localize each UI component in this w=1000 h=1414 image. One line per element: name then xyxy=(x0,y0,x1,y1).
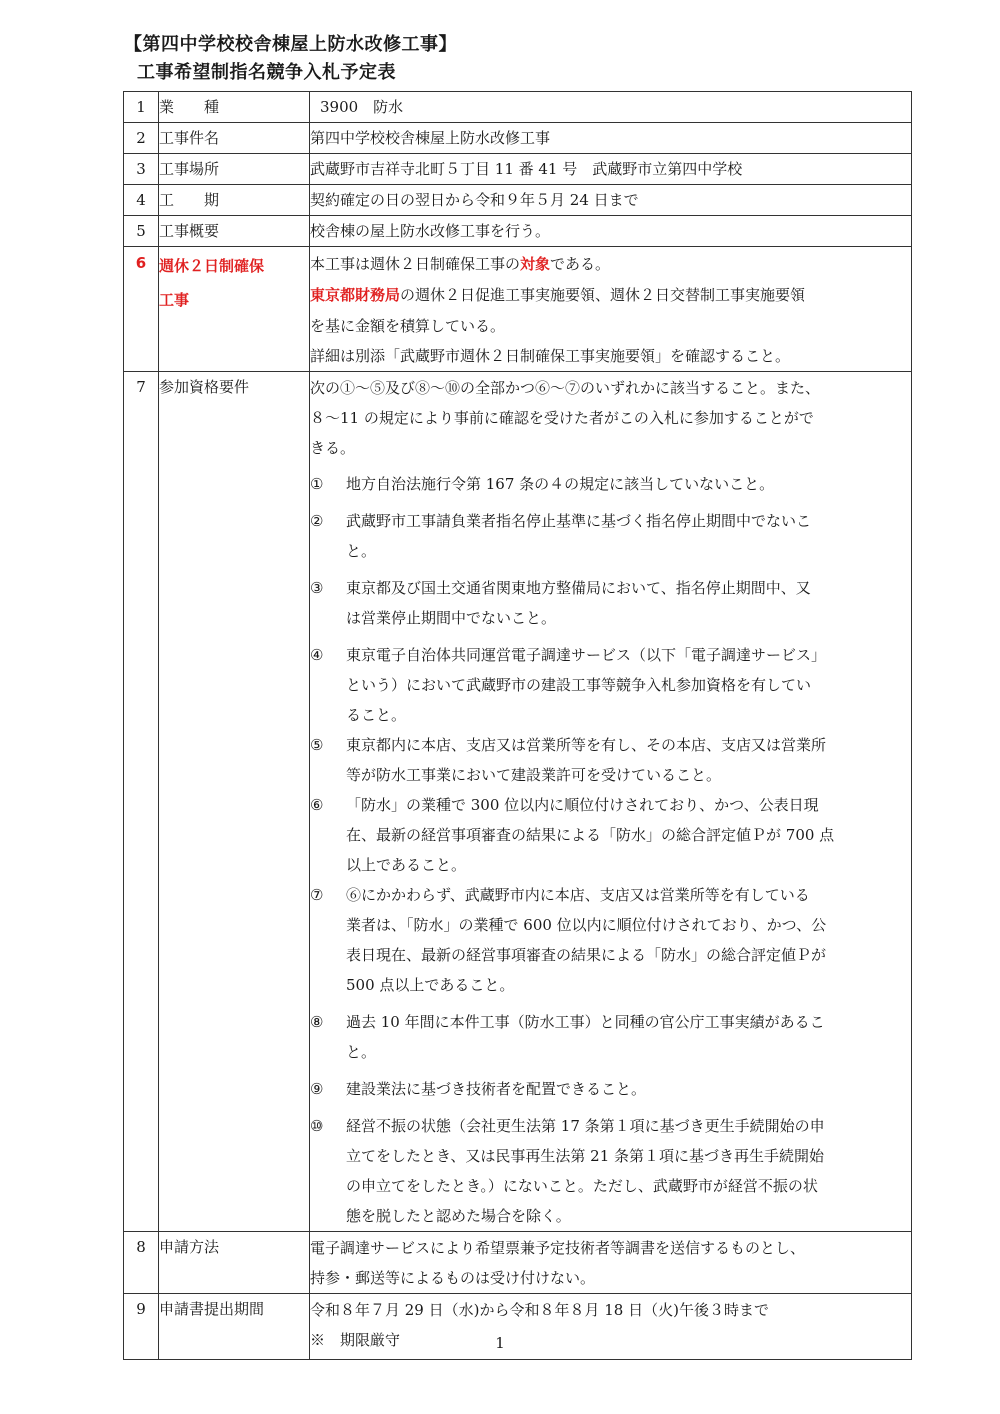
text: の週休２日促進工事実施要領、週休２日交替制工事実施要領 xyxy=(400,286,806,304)
text: を基に金額を積算している。 xyxy=(310,317,506,335)
document-subtitle: 工事希望制指名競争入札予定表 xyxy=(137,62,396,83)
item-text-line: 業者は、「防水」の業種で 600 位以内に順位付けされており、かつ、公 xyxy=(346,916,827,934)
row-value: 令和８年７月 29 日（水)から令和８年８月 18 日（火)午後３時まで ※ 期限厳守 xyxy=(310,1294,912,1360)
item-text-line: 表日現在、最新の経営事項審査の結果による「防水」の総合評定値Ｐが xyxy=(346,946,827,964)
list-item xyxy=(310,640,911,730)
page-number: 1 xyxy=(495,1334,505,1352)
item-text-line: ること。 xyxy=(346,706,407,724)
item-text xyxy=(346,469,911,499)
item-text-line: 東京都及び国土交通省関東地方整備局において、指名停止期間中、又 xyxy=(346,579,811,597)
qualification-list xyxy=(310,463,911,1231)
table-row xyxy=(124,123,912,154)
item-text-line: 以上であること。 xyxy=(346,856,467,874)
item-marker: ⑤ xyxy=(310,736,324,754)
table-row xyxy=(124,1232,912,1294)
table-row xyxy=(124,247,912,372)
item-text xyxy=(346,730,911,790)
row-value: 武蔵野市吉祥寺北町５丁目 11 番 41 号 武蔵野市立第四中学校 xyxy=(310,154,912,185)
list-item xyxy=(310,880,911,1000)
item-marker: ① xyxy=(310,475,324,493)
item-marker: ③ xyxy=(310,579,324,597)
text: 本工事は週休２日制確保工事の xyxy=(310,255,521,273)
item-text-line: は営業停止期間中でないこと。 xyxy=(346,609,557,627)
row-number: 5 xyxy=(124,216,159,247)
row-number: 2 xyxy=(124,123,159,154)
list-item xyxy=(310,506,911,566)
table-row xyxy=(124,92,912,123)
item-text-line: ⑥にかかわらず、武蔵野市内に本店、支店又は営業所等を有している xyxy=(346,886,810,904)
item-marker: ④ xyxy=(310,646,324,664)
item-marker: ⑨ xyxy=(310,1080,324,1098)
row-number: 9 xyxy=(124,1294,159,1360)
item-text xyxy=(346,1111,911,1231)
item-marker: ② xyxy=(310,512,324,530)
list-item xyxy=(310,790,911,880)
highlight-agency: 東京都財務局 xyxy=(310,286,401,304)
row-number: 3 xyxy=(124,154,159,185)
item-text-line: 武蔵野市工事請負業者指名停止基準に基づく指名停止期間中でないこ xyxy=(346,512,812,530)
item-text-line: 地方自治法施行令第 167 条の４の規定に該当していないこと。 xyxy=(346,475,775,493)
row-number: 4 xyxy=(124,185,159,216)
item-text-line: の申立てをしたとき。）にないこと。ただし、武蔵野市が経営不振の状 xyxy=(346,1177,818,1195)
item-text xyxy=(346,880,911,1000)
row-label: 工 期 xyxy=(159,185,310,216)
row-label: 参加資格要件 xyxy=(159,372,310,1232)
item-text-line: 東京電子自治体共同運営電子調達サービス（以下「電子調達サービス」 xyxy=(346,646,827,664)
item-text xyxy=(346,1007,911,1067)
item-text-line: 等が防水工事業において建設業許可を受けていること。 xyxy=(346,766,722,784)
row-value xyxy=(310,247,912,372)
item-marker: ⑥ xyxy=(310,796,324,814)
item-text-line: と。 xyxy=(346,542,377,560)
highlight-target: 対象 xyxy=(520,255,551,273)
item-text-line: 500 点以上であること。 xyxy=(346,976,515,994)
item-text-line: 「防水」の業種で 300 位以内に順位付けされており、かつ、公表日現 xyxy=(346,796,819,814)
row-label: 週休２日制確保 工事 xyxy=(159,247,310,372)
item-text xyxy=(346,1074,911,1104)
item-text-line: 過去 10 年間に本件工事（防水工事）と同種の官公庁工事実績があるこ xyxy=(346,1013,825,1031)
list-item xyxy=(310,1074,911,1104)
row-value: 3900 防水 xyxy=(310,92,912,123)
item-text-line: と。 xyxy=(346,1043,377,1061)
item-marker: ⑦ xyxy=(310,886,324,904)
row-number: 1 xyxy=(124,92,159,123)
item-text xyxy=(346,506,911,566)
list-item xyxy=(310,1111,911,1231)
row-label: 工事件名 xyxy=(159,123,310,154)
item-text-line: 東京都内に本店、支店又は営業所等を有し、その本店、支店又は営業所 xyxy=(346,736,827,754)
table-row xyxy=(124,216,912,247)
item-text-line: 建設業法に基づき技術者を配置できること。 xyxy=(346,1080,647,1098)
item-text xyxy=(346,790,911,880)
item-text xyxy=(346,573,911,633)
table-row xyxy=(124,154,912,185)
row-number: 7 xyxy=(124,372,159,1232)
row-number: 8 xyxy=(124,1232,159,1294)
row-label: 工事場所 xyxy=(159,154,310,185)
list-item xyxy=(310,573,911,633)
item-text-line: 態を脱したと認めた場合を除く。 xyxy=(346,1207,571,1225)
item-text-line: 立てをしたとき、又は民事再生法第 21 条第１項に基づき再生手続開始 xyxy=(346,1147,825,1165)
text: 詳細は別添「武蔵野市週休２日制確保工事実施要領」を確認すること。 xyxy=(310,347,791,365)
list-item xyxy=(310,469,911,499)
item-text-line: 在、最新の経営事項審査の結果による「防水」の総合評定値Ｐが 700 点 xyxy=(346,826,835,844)
table-row xyxy=(124,185,912,216)
row-value: 次の①～⑤及び⑧～⑩の全部かつ⑥～⑦のいずれかに該当すること。また、 ８～11 の規定により事前に確認を受けた者がこの入札に参加することがで きる。 ① 地方自治法施行令第 167 条の４の規定に該当していないこと。 ② 武蔵野市工事請負業者指名停止基準に基づく指名停止期間中でないこ と。 ③ 東京都及び国土交通省関東地方整備局において、指名停止期間中、又 は営業停止期間中でないこと。 ④ 東京電子自治体共同運営電子調達サービス（以下「電子調達サービス」 という）において武蔵野市の建設工事等競争入札参加資格を有してい ること。 ⑤ 東京都内に本店、支店又は営業所等を有し、その本店、支店又は営業所 等が防水工事業において建設業許可を受けていること。 ⑥ 「防水」の業種で 300 位以内に順位付けされており、かつ、公表日現 在、最新の経営事項審査の結果による「防水」の総合評定値Ｐが 700 点 以上であること。 ⑦ ⑥にかかわらず、武蔵野市内に本店、支店又は営業所等を有している 業者は、「防水」の業種で 600 位以内に順位付けされており、かつ、公 表日現在、最新の経営事項審査の結果による「防水」の総合評定値Ｐが 500 点以上であること。 ⑧ 過去 10 年間に本件工事（防水工事）と同種の官公庁工事実績があるこ と。 ⑨ 建設業法に基づき技術者を配置できること。 ⑩ 経営不振の状態（会社更生法第 17 条第１項に基づき更生手続開始の申 立てをしたとき、又は民事再生法第 21 条第１項に基づき再生手続開始 の申立てをしたとき。）にないこと。ただし、武蔵野市が経営不振の状 態を脱したと認めた場合を除く。 xyxy=(310,372,912,1232)
row-value: 電子調達サービスにより希望票兼予定技術者等調書を送信するものとし、 持参・郵送等によるものは受け付けない。 xyxy=(310,1232,912,1294)
row-value: 校舎棟の屋上防水改修工事を行う。 xyxy=(310,216,912,247)
row-value: 第四中学校校舎棟屋上防水改修工事 xyxy=(310,123,912,154)
row-label: 申請方法 xyxy=(159,1232,310,1294)
item-text-line: という）において武蔵野市の建設工事等競争入札参加資格を有してい xyxy=(346,676,812,694)
item-text xyxy=(346,640,911,730)
row-value: 契約確定の日の翌日から令和９年５月 24 日まで xyxy=(310,185,912,216)
schedule-table xyxy=(123,91,912,1360)
table-row xyxy=(124,372,912,1232)
row-number: 6 xyxy=(124,247,159,372)
row-label: 申請書提出期間 xyxy=(159,1294,310,1360)
document-title: 【第四中学校校舎棟屋上防水改修工事】 xyxy=(124,34,457,55)
text: である。 xyxy=(550,255,611,273)
row-label: 業 種 xyxy=(159,92,310,123)
item-marker: ⑩ xyxy=(310,1117,324,1135)
list-item xyxy=(310,730,911,790)
list-item xyxy=(310,1007,911,1067)
item-marker: ⑧ xyxy=(310,1013,324,1031)
row-label: 工事概要 xyxy=(159,216,310,247)
item-text-line: 経営不振の状態（会社更生法第 17 条第１項に基づき更生手続開始の申 xyxy=(346,1117,825,1135)
